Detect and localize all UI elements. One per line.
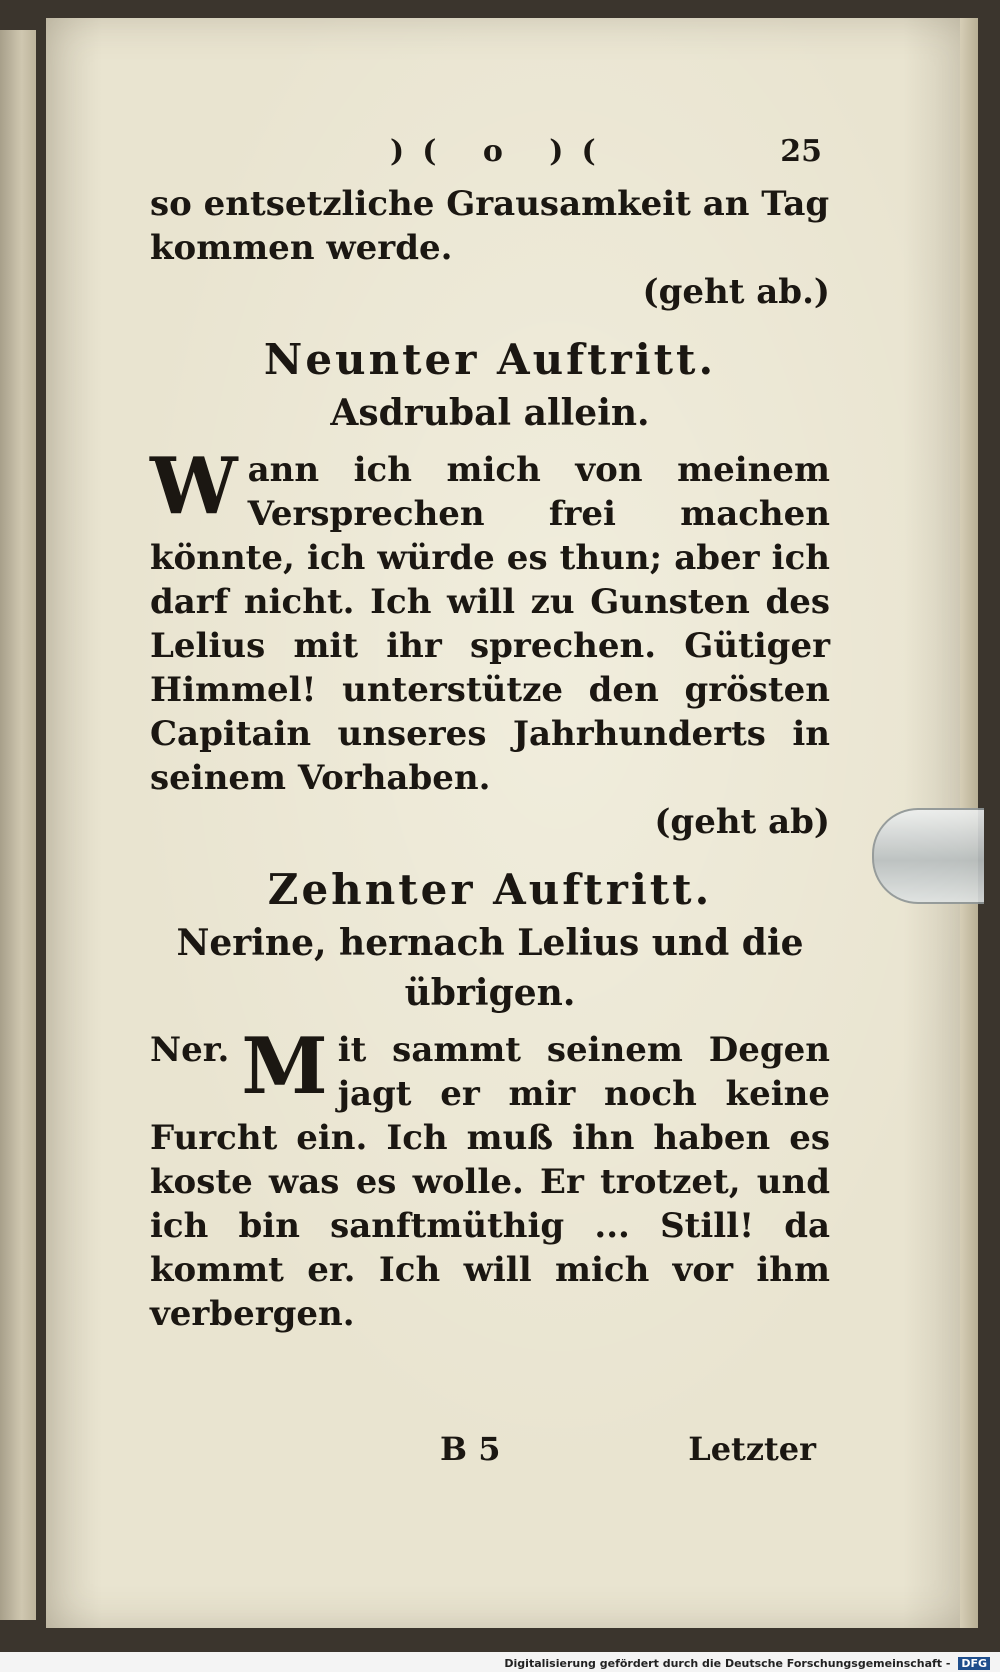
scene-10-subtitle: Nerine, hernach Lelius und die übrigen. (176, 922, 804, 1014)
signature-mark: B 5 (440, 1430, 501, 1468)
scene-9-paragraph (150, 441, 830, 800)
stage-direction: (geht ab.) (642, 272, 830, 312)
drop-cap: M (241, 1021, 328, 1112)
scene-9-title: Neunter Auftritt. (263, 335, 717, 384)
credit-bar (0, 1652, 1000, 1672)
scene-9-text: ann ich mich von meinem Versprechen frei machen könnte, ich würde es thun; aber ich darf nicht. Ich will zu Gunsten des Lelius mit ihr sprechen. Gütiger Himmel! unterstütze den grösten Capitain unseres Jahrhunderts in seinem Vorhaben. (150, 450, 830, 798)
scene-9-subtitle: Asdrubal allein. (330, 392, 650, 434)
catchword: Letzter (688, 1430, 816, 1468)
scene-10-paragraph (150, 1021, 830, 1336)
scene-10-title: Zehnter Auftritt. (267, 865, 713, 914)
opening-line-2: kommen werde. (150, 228, 453, 268)
running-header (150, 130, 830, 182)
dfg-logo: DFG (958, 1657, 990, 1670)
page-clip (872, 808, 984, 904)
scene-9-stage-direction: (geht ab) (654, 802, 830, 842)
credit-line: Digitalisierung gefördert durch die Deutsche Forschungsgemeinschaft - (504, 1657, 951, 1670)
opening-text (150, 182, 830, 314)
speaker-label: Ner. (150, 1030, 230, 1070)
page-number: 25 (780, 134, 822, 169)
previous-page-edge (0, 30, 36, 1620)
header-ornament: )( o )( (390, 134, 614, 169)
scene-10-text: it sammt seinem Degen jagt er mir noch keine Furcht ein. Ich muß ihn haben es koste was es wolle. Er trotzet, und ich bin sanftmüthig ... Still! da kommt er. Ich will mich vor ihm verbergen. (150, 1030, 830, 1334)
drop-cap: W (150, 441, 238, 532)
credit-text (504, 1657, 990, 1670)
page-content (150, 130, 830, 1336)
opening-line-1: so entsetzliche Grausamkeit an Tag (150, 184, 830, 224)
